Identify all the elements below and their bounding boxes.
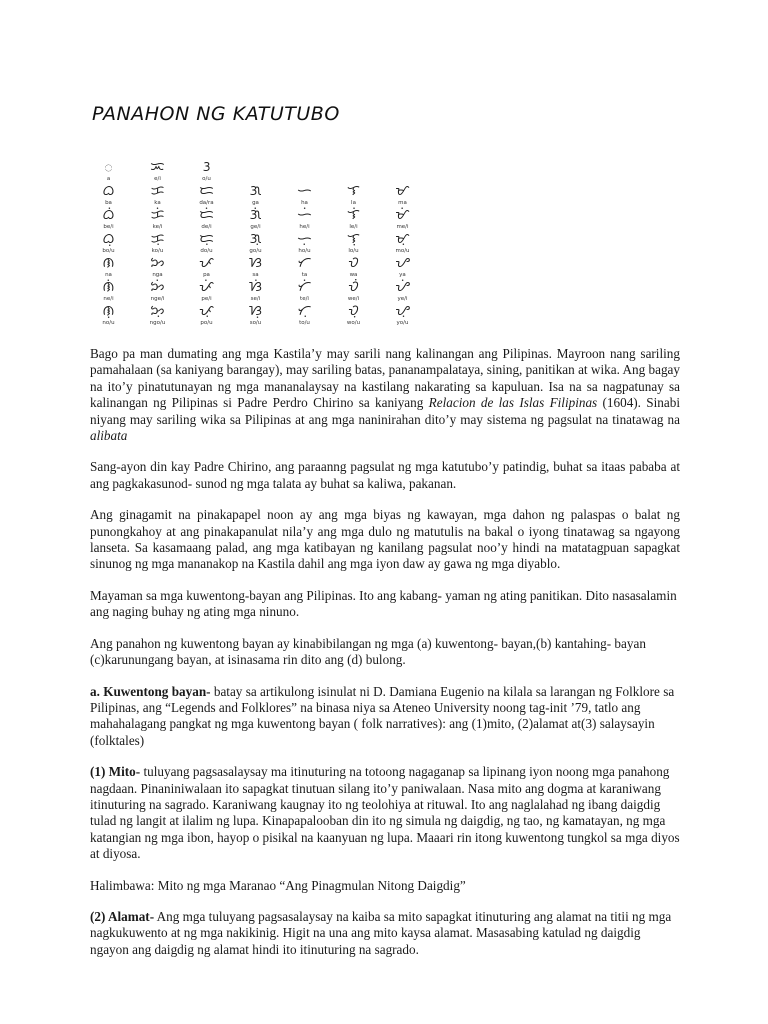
script-glyph-cell (381, 232, 425, 256)
script-glyph-label: do/u (200, 248, 213, 254)
script-glyph-label: ga (252, 200, 259, 206)
script-glyph-icon: ᜅ (150, 255, 165, 271)
script-glyph-label: ta (301, 272, 308, 278)
script-glyph-icon: ᜆᜒ (297, 279, 312, 295)
script-glyph-icon: ᜃᜒ (150, 207, 165, 223)
script-glyph-cell (381, 184, 425, 208)
script-glyph-cell (234, 184, 278, 208)
script-glyph-label: ke/i (152, 224, 163, 230)
script-glyph-cell (332, 304, 376, 328)
script-glyph-label: go/u (249, 248, 262, 254)
script-glyph-icon: ᜌᜒ (395, 279, 410, 295)
paragraph-text: (1604). Sinabi niyang may sariling wika sa Pilipinas at ang mga naninirahan dito’y may sistema ng pagsulat na tinatawag na (90, 395, 680, 427)
script-glyph-icon: ᜋ (395, 183, 410, 199)
script-glyph-cell (87, 304, 131, 328)
script-glyph-label: mo/u (395, 248, 410, 254)
script-glyph-cell (234, 232, 278, 256)
script-glyph-icon: ᜇᜒ (199, 207, 214, 223)
script-glyph-cell (234, 304, 278, 328)
paragraph-text: tuluyang pagsasalaysay ma itinuturing na totoong nagaganap sa lipinang iyon noong mga panahong nagdaan. Pinaniniwalaan ito sapagkat tinutuan silang ito’y paniwalaan. Nasa mito ang dogma at karaniwang itinuturing na sagrado. Karaniwang kaugnay ito ng teolohiya at rituwal. Ito ang naglalahad ng ibang daigdig tulad ng langit at ilalim ng lupa. Kinapapalooban din ito ng simula ng daigdig, ng tao, ng kamatayan, ng mga katangian ng mga ibon, hayop o pisikal na kaanyuan ng lupa. Maaari rin itong kuwentong tungkol sa mga diyos at diyosa. (90, 764, 680, 862)
script-glyph-icon: ᜊ (102, 183, 115, 199)
script-glyph-label: nga (152, 272, 163, 278)
script-glyph-label: so/u (249, 320, 262, 326)
script-glyph-label: yo/u (396, 320, 409, 326)
paragraph-text: batay sa artikulong isinulat ni D. Damiana Eugenio na kilala sa larangan ng Folklore sa Pilipinas, ang “Legends and Folklores” na binasa niya sa Ateneo University noong tag-init ’79, tatlo ang mahahalagang pangkat ng mga kuwentong bayan ( folk narratives): ang (1)mito, (2)alamat at(3) salaysayin (folktales) (90, 683, 675, 748)
script-glyph-label: wa (349, 272, 358, 278)
script-glyph-label: de/i (201, 224, 212, 230)
script-glyph-label: lo/u (348, 248, 359, 254)
script-glyph-cell (136, 280, 180, 304)
script-glyph-cell (136, 304, 180, 328)
script-glyph-cell (283, 208, 327, 232)
script-glyph-icon: ᜉ (199, 255, 214, 271)
script-glyph-cell (136, 208, 180, 232)
script-glyph-label: la (351, 200, 356, 206)
script-glyph-label: na (105, 272, 112, 278)
paragraph-paraan-pagsulat: Sang-ayon din kay Padre Chirino, ang paraanng pagsulat ng mga katutubo’y patindig, buhat sa itaas pababa at ang pagkakasunod- sunod ng mga talata ay buhat sa kaliwa, pakanan. (90, 459, 680, 491)
script-glyph-icon: ᜑᜒ (297, 207, 312, 223)
script-glyph-icon: ᜐᜒ (249, 279, 262, 295)
script-glyph-label: ka (154, 200, 161, 206)
script-glyph-label: to/u (299, 320, 310, 326)
paragraph-mito (90, 764, 680, 862)
script-glyph-label: le/i (349, 224, 358, 230)
script-glyph-label: ba (105, 200, 112, 206)
script-glyph-cell (185, 304, 229, 328)
script-glyph-icon: ᜌᜓ (395, 303, 410, 319)
script-glyph-cell (234, 256, 278, 280)
script-glyph-icon: ᜌ (395, 255, 410, 271)
script-glyph-label: ge/i (250, 224, 261, 230)
script-glyph-cell (283, 184, 327, 208)
script-glyph-label: nge/i (150, 296, 165, 302)
script-glyph-icon: ᜏ (348, 255, 359, 271)
paragraph-panahon-kuwentong-bayan: Ang panahon ng kuwentong bayan ay kinabibilangan ng mga (a) kuwentong- bayan,(b) kantahing- bayan (c)karunungang bayan, at isinasama rin dito ang (d) bulong. (90, 635, 646, 668)
script-glyph-label: po/u (200, 320, 213, 326)
script-glyph-cell (185, 208, 229, 232)
script-glyph-cell (185, 232, 229, 256)
script-glyph-label: ngo/u (149, 320, 166, 326)
script-glyph-icon: ᜅᜒ (150, 279, 165, 295)
script-glyph-cell (136, 160, 180, 184)
script-glyph-label: ya (399, 272, 406, 278)
script-glyph-cell (283, 256, 327, 280)
script-glyph-cell (283, 280, 327, 304)
script-glyph-icon: ᜈ (102, 255, 115, 271)
script-glyph-label: we/i (347, 296, 360, 302)
script-glyph-cell (332, 232, 376, 256)
script-glyph-cell (332, 256, 376, 280)
document-body (90, 346, 680, 973)
script-glyph-label: ne/i (103, 296, 114, 302)
paragraph-alamat (90, 909, 680, 958)
script-glyph-label: e/i (154, 176, 161, 182)
script-glyph-cell (332, 184, 376, 208)
script-glyph-label: da/ra (199, 200, 214, 206)
script-glyph-label: ho/u (298, 248, 311, 254)
script-glyph-icon: ᜇᜓ (199, 231, 214, 247)
script-glyph-icon: ᜑᜓ (297, 231, 312, 247)
script-glyph-label: se/i (250, 296, 261, 302)
script-glyph-icon: ᜏᜒ (348, 279, 359, 295)
script-glyph-icon: ᜆᜓ (297, 303, 312, 319)
paragraph-text: Bago pa man dumating ang mga Kastila’y may sarili nang kalinangan ang Pilipinas. Mayroon nang sariling pamahalaan (sa kaniyang barangay), may sariling batas, pananampalataya, sining, panitikan at wika. Ang bagay na ito’y pinatutunayan ng mga mananalaysay na kastilang nakarating sa kapuluan. Isa na sa nagpatunay sa kalinangan ng Pilipinas si Padre Perdro Chirino sa kaniyang (90, 346, 680, 411)
script-glyph-icon: ᜂ (202, 159, 211, 175)
script-glyph-cell (136, 184, 180, 208)
script-glyph-icon: ᜀ (104, 159, 113, 175)
script-glyph-cell (234, 208, 278, 232)
script-glyph-icon: ᜐ (249, 255, 262, 271)
section-heading-mito: (1) Mito- (90, 764, 141, 780)
script-glyph-icon: ᜄᜒ (249, 207, 262, 223)
script-glyph-cell (381, 208, 425, 232)
term-alibata: alibata (90, 428, 128, 444)
script-glyph-cell (283, 232, 327, 256)
script-glyph-label: ye/i (397, 296, 408, 302)
script-glyph-icon: ᜉᜓ (199, 303, 214, 319)
script-glyph-icon: ᜈᜒ (102, 279, 115, 295)
script-glyph-label: he/i (299, 224, 310, 230)
script-glyph-cell (381, 280, 425, 304)
script-glyph-cell (234, 280, 278, 304)
script-glyph-label: ma (398, 200, 407, 206)
script-glyph-icon: ᜅᜓ (150, 303, 165, 319)
script-glyph-cell (87, 184, 131, 208)
script-glyph-label: ha (301, 200, 308, 206)
script-glyph-cell (185, 160, 229, 184)
paragraph-pinakapapel: Ang ginagamit na pinakapapel noon ay ang mga biyas ng kawayan, mga dahon ng palaspas o balat ng punongkahoy at ang pinakapanulat nila’y ang mga dulo ng matutulis na bakal o iyong tinatawag sa ngayong lanseta. Sa kasamaang palad, ang mga katibayan ng kanilang pagsulat noo’y hindi na matatagpuan sapagkat sinunog ng mga mananakop na Kastila dahil ang mga iyon daw ay gawa ng mga diyablo. (90, 507, 680, 572)
script-glyph-label: sa (252, 272, 259, 278)
script-glyph-cell (185, 280, 229, 304)
section-heading-kuwentong-bayan: a. Kuwentong bayan- (90, 683, 211, 699)
paragraph-halimbawa: Halimbawa: Mito ng mga Maranao “Ang Pinagmulan Nitong Daigdig” (90, 877, 466, 893)
paragraph-kuwentong-bayan-definition (90, 684, 680, 750)
script-glyph-label: be/i (103, 224, 114, 230)
script-glyph-cell (136, 256, 180, 280)
script-glyph-icon: ᜑ (297, 183, 312, 199)
script-glyph-icon: ᜈᜓ (102, 303, 115, 319)
paragraph-kuwentong-bayan-intro: Mayaman sa mga kuwentong-bayan ang Pilipinas. Ito ang kabang- yaman ng ating panitikan. Dito nasasalamin ang naging buhay ng ating mga ninuno. (90, 587, 677, 620)
alibata-script-chart (84, 160, 436, 328)
script-glyph-icon: ᜋᜒ (395, 207, 410, 223)
script-glyph-icon: ᜐᜓ (249, 303, 262, 319)
script-glyph-icon: ᜉᜒ (199, 279, 214, 295)
script-glyph-cell (87, 208, 131, 232)
script-glyph-cell (332, 280, 376, 304)
script-glyph-cell (381, 304, 425, 328)
script-glyph-cell (87, 280, 131, 304)
script-glyph-label: te/i (300, 296, 309, 302)
script-glyph-icon: ᜄᜓ (249, 231, 262, 247)
script-glyph-cell (87, 160, 131, 184)
book-title-relacion: Relacion de las Islas Filipinas (428, 395, 598, 411)
script-glyph-label: ko/u (151, 248, 164, 254)
script-glyph-label: pa (203, 272, 210, 278)
script-glyph-icon: ᜁ (150, 159, 165, 175)
paragraph-text: Ang mga tuluyang pagsasalaysay na kaiba sa mito sapagkat itinuturing ang alamat na titii ng mga nagkukuwento at ng mga nakikinig. Higit na una ang mito kaysa alamat. Masasabing katulad ng daigdig ngayon ang daigdig ng alamat hindi ito itinuturing na sagrado. (90, 908, 672, 957)
script-glyph-cell (87, 256, 131, 280)
script-glyph-icon: ᜃᜓ (150, 231, 165, 247)
script-glyph-icon: ᜊᜓ (102, 231, 115, 247)
script-glyph-label: no/u (102, 320, 115, 326)
script-glyph-icon: ᜊᜒ (102, 207, 115, 223)
script-glyph-cell (87, 232, 131, 256)
script-glyph-icon: ᜋᜓ (395, 231, 410, 247)
script-glyph-icon: ᜄ (249, 183, 262, 199)
script-glyph-icon: ᜇ (199, 183, 214, 199)
script-glyph-icon: ᜎᜒ (347, 207, 360, 223)
script-glyph-cell (185, 256, 229, 280)
script-glyph-label: o/u (202, 176, 211, 182)
section-heading-alamat: (2) Alamat- (90, 908, 155, 924)
script-glyph-icon: ᜏᜓ (348, 303, 359, 319)
script-glyph-cell (381, 256, 425, 280)
script-glyph-cell (136, 232, 180, 256)
script-glyph-label: me/i (396, 224, 409, 230)
script-glyph-icon: ᜎ (347, 183, 360, 199)
script-glyph-cell (185, 184, 229, 208)
script-glyph-cell (332, 208, 376, 232)
script-glyph-icon: ᜎᜓ (347, 231, 360, 247)
script-glyph-icon: ᜃ (150, 183, 165, 199)
page-title: PANAHON NG KATUTUBO (92, 103, 340, 125)
script-glyph-label: a (106, 176, 111, 182)
paragraph-kalinangan (90, 346, 680, 444)
script-glyph-label: pe/i (201, 296, 212, 302)
script-glyph-label: wo/u (346, 320, 361, 326)
script-glyph-label: bo/u (102, 248, 115, 254)
script-glyph-cell (283, 304, 327, 328)
script-glyph-icon: ᜆ (297, 255, 312, 271)
